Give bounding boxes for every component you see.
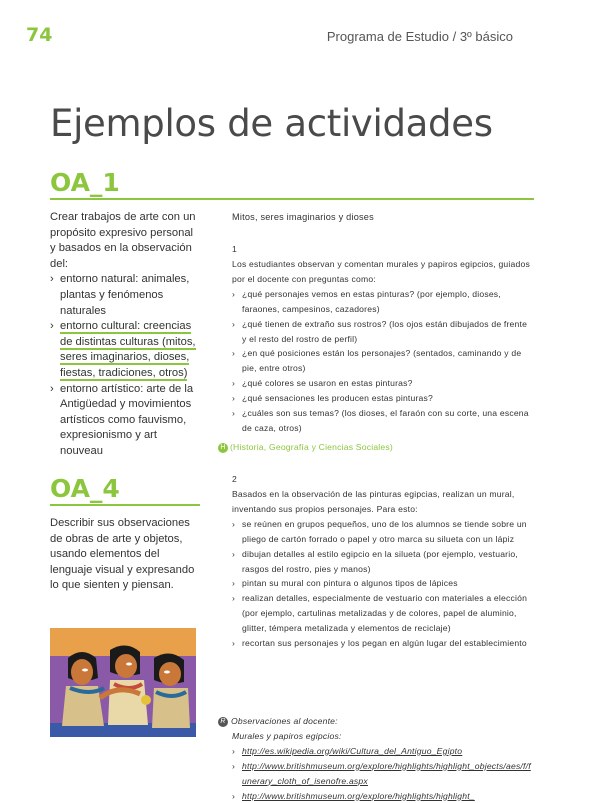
activity-1-questions (232, 287, 532, 436)
bullet-icon: › (232, 393, 236, 404)
activity-2-steps (232, 517, 532, 651)
bullet-icon: › (232, 518, 236, 529)
observations-subtitle: Murales y papiros egipcios: (232, 730, 342, 741)
bullet-icon: › (232, 578, 236, 589)
oa1-item: › entorno natural: animales, plantas y fenómenos naturales (50, 273, 190, 317)
list-item (232, 744, 532, 759)
oa1-item-highlighted: › entorno cultural: creencias de distintas culturas (mitos, seres imaginarios, dioses, fiestas, tradiciones, otros) (50, 320, 196, 379)
activity-2-intro: Basados en la observación de las pinturas egipcias, realizan un mural, inventando sus propios personajes. Para esto: (232, 489, 515, 514)
running-head: Programa de Estudio / 3º básico (326, 29, 513, 44)
bullet-icon: › (232, 638, 236, 649)
activity-1-number: 1 (232, 244, 237, 254)
reference-link[interactable]: http://www.britishmuseum.org/explore/highlights/highlight_ (242, 790, 475, 801)
bullet-icon: › (232, 760, 236, 771)
bullet-icon: › (50, 382, 54, 395)
activity-2-number: 2 (232, 474, 237, 484)
teacher-observations (218, 714, 532, 803)
list-item: › dibujan detalles al estilo egipcio en la silueta (por ejemplo, vestuario, rasgos del rostro, pies y manos) (232, 548, 518, 574)
activity-1 (232, 257, 532, 436)
page-number: 74 (26, 24, 53, 46)
activity-heading: Mitos, seres imaginarios y dioses (232, 212, 374, 222)
bullet-icon: › (232, 790, 236, 801)
bullet-icon: › (232, 348, 236, 359)
reference-link[interactable]: http://www.britishmuseum.org/explore/highlights/highlight_objects/aes/f/funerary_cloth_of_isenofre.aspx (242, 760, 531, 786)
page-title: Ejemplos de actividades (50, 102, 493, 145)
list-item: › ¿en qué posiciones están los personajes? (sentados, caminando y de pie, entre otros) (232, 348, 522, 374)
list-item: › recortan sus personajes y los pegan en algún lugar del establecimiento (232, 636, 532, 651)
list-item: › pintan su mural con pintura o algunos tipos de lápices (232, 576, 532, 591)
oa4-label: OA_4 (50, 474, 120, 503)
list-item (232, 789, 532, 803)
observation-icon: R (218, 717, 228, 727)
list-item: › ¿qué colores se usaron en estas pinturas? (232, 376, 532, 391)
list-item: › se reúnen en grupos pequeños, uno de los alumnos se tiende sobre un pliego de cartón forrado o papel y otro marca su silueta con un lápiz (232, 518, 527, 544)
bullet-icon: › (232, 548, 236, 559)
bullet-icon: › (232, 318, 236, 329)
bullet-icon: › (232, 408, 236, 419)
list-item: › ¿qué personajes vemos en estas pinturas? (por ejemplo, dioses, faraones, campesinos, cazadores) (232, 288, 501, 314)
list-item: › ¿qué tienen de extraño sus rostros? (los ojos están dibujados de frente y el resto del rostro de perfil) (232, 318, 528, 344)
bullet-icon: › (232, 745, 236, 756)
egyptian-painting-image (50, 628, 196, 737)
bullet-icon: › (232, 378, 236, 389)
oa4-rule (50, 504, 200, 506)
list-item: › ¿qué sensaciones les producen estas pinturas? (232, 391, 532, 406)
history-subject-icon: H (218, 443, 228, 453)
subject-reference: H (Historia, Geografía y Ciencias Sociales) (218, 440, 518, 455)
bullet-icon: › (232, 593, 236, 604)
bullet-icon: › (232, 288, 236, 299)
oa1-item: › entorno artístico: arte de la Antigüedad y movimientos artísticos como fauvismo, expresionismo y art nouveau (50, 382, 194, 457)
bullet-icon: › (50, 320, 54, 333)
oa1-rule (50, 198, 534, 200)
reference-link[interactable]: http://es.wikipedia.org/wiki/Cultura_del_Antiguo_Egipto (242, 745, 463, 756)
bullet-icon: › (50, 273, 54, 286)
activity-2 (232, 487, 532, 651)
oa1-label: OA_1 (50, 168, 120, 197)
list-item: › ¿cuáles son sus temas? (los dioses, el faraón con su corte, una escena de caza, otros) (232, 408, 529, 433)
oa1-intro: Crear trabajos de arte con un propósito expresivo personal y basados en la observación del: (50, 211, 196, 270)
oa4-text: Describir sus observaciones de obras de arte y objetos, usando elementos del lenguaje visual y expresando lo que sienten y piensan. (50, 517, 195, 592)
oa1-list (50, 272, 200, 459)
activity-1-intro: Los estudiantes observan y comentan murales y papiros egipcios, guiados por el docente con preguntas como: (232, 259, 530, 284)
list-item (232, 759, 532, 789)
list-item: › realizan detalles, especialmente de vestuario con materiales a elección (por ejemplo, cartulinas metalizadas y de colores, papel de aluminio, glitter, témpera metalizada y elementos de reciclaje) (232, 593, 528, 634)
observations-title: Observaciones al docente: (231, 716, 338, 726)
oa1-text (50, 210, 200, 460)
observations-links (218, 744, 532, 803)
